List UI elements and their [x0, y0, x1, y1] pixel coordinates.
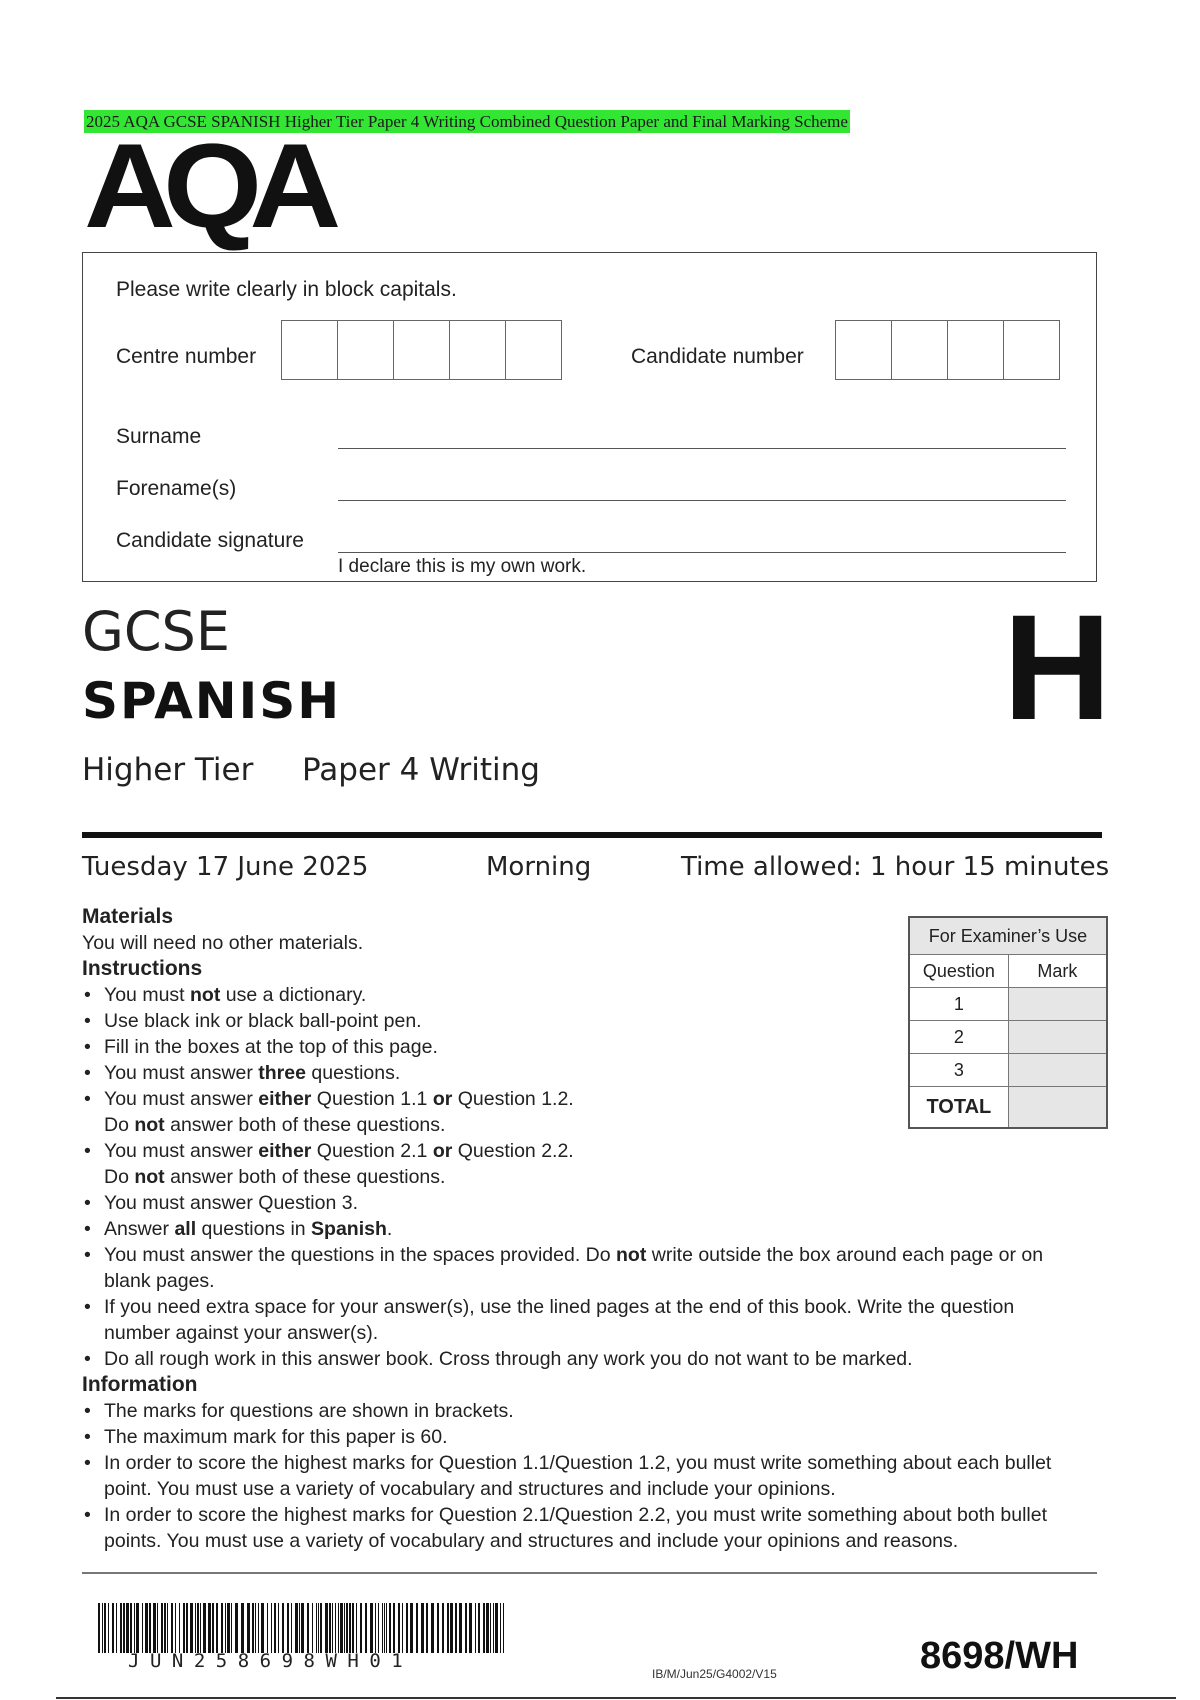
barcode-bar: [344, 1603, 345, 1653]
barcode-bar: [365, 1603, 367, 1653]
barcode-bar: [126, 1603, 129, 1653]
question-number: 3: [909, 1054, 1008, 1087]
barcode-bar: [291, 1603, 292, 1653]
barcode-bar: [255, 1603, 256, 1653]
barcode-bar: [164, 1603, 166, 1653]
barcode-bar: [120, 1603, 122, 1653]
barcode-bar: [208, 1603, 211, 1653]
materials-heading: Materials: [82, 905, 174, 928]
barcode-bar: [402, 1603, 403, 1653]
list-item: • In order to score the highest marks for Question 2.1/Question 2.2, you must write something about both bullet points. You must use a variety of vocabulary and structures and include your opinions and reasons.: [82, 1502, 1082, 1554]
surname-line[interactable]: [338, 448, 1066, 449]
mark-cell: [1008, 988, 1107, 1021]
barcode-bar: [183, 1603, 185, 1653]
centre-digit-box[interactable]: [282, 321, 338, 379]
list-item: • You must answer three questions.: [82, 1060, 1082, 1086]
barcode-bar: [450, 1603, 453, 1653]
barcode-bar: [149, 1603, 151, 1653]
list-item: • You must answer either Question 2.1 or Question 2.2. Do not answer both of these questions.: [82, 1138, 1082, 1190]
barcode-bar: [352, 1603, 354, 1653]
centre-number-label: Centre number: [116, 345, 257, 368]
barcode-bar: [108, 1603, 109, 1653]
barcode-bar: [340, 1603, 343, 1653]
barcode-bar: [360, 1603, 362, 1653]
question-number: 2: [909, 1021, 1008, 1054]
barcode-bar: [312, 1603, 313, 1653]
declaration-text: I declare this is my own work.: [338, 556, 587, 577]
time-allowed: Time allowed: 1 hour 15 minutes: [681, 852, 1110, 882]
barcode-bar: [493, 1603, 494, 1653]
candidate-digit-box[interactable]: [1004, 321, 1059, 379]
barcode-bar: [370, 1603, 373, 1653]
barcode-bar: [478, 1603, 480, 1653]
signature-label: Candidate signature: [116, 529, 304, 552]
barcode-bar: [384, 1603, 385, 1653]
barcode-bar: [200, 1603, 201, 1653]
barcode-bar: [299, 1603, 300, 1653]
barcode-bar: [486, 1603, 489, 1653]
barcode-bar: [349, 1603, 351, 1653]
subject-title: SPANISH: [82, 672, 342, 730]
barcode-bar: [335, 1603, 336, 1653]
barcode-bar: [225, 1603, 226, 1653]
header-divider: [82, 832, 1102, 838]
list-item: • You must answer either Question 1.1 or Question 1.2. Do not answer both of these questions.: [82, 1086, 1082, 1138]
barcode-bar: [469, 1603, 472, 1653]
barcode-bar: [157, 1603, 158, 1653]
barcode-bar: [375, 1603, 376, 1653]
list-item: • You must answer Question 3.: [82, 1190, 1082, 1216]
barcode-bar: [112, 1603, 114, 1653]
list-item: • The maximum mark for this paper is 60.: [82, 1424, 1082, 1450]
materials-text: You will need no other materials.: [82, 932, 364, 954]
barcode-bar: [258, 1603, 259, 1653]
barcode-bar: [134, 1603, 135, 1653]
barcode-bar: [406, 1603, 408, 1653]
barcode-bar: [252, 1603, 254, 1653]
candidate-digit-box[interactable]: [892, 321, 948, 379]
barcode-bar: [145, 1603, 148, 1653]
forename-label: Forename(s): [116, 477, 237, 500]
candidate-number-label: Candidate number: [631, 345, 804, 368]
barcode-bar: [490, 1603, 491, 1653]
total-mark-cell: [1008, 1087, 1107, 1129]
barcode-bar: [271, 1603, 272, 1653]
barcode-text: JUN258698WH01: [128, 1650, 414, 1672]
barcode-bar: [386, 1603, 387, 1653]
list-item: • If you need extra space for your answer(s), use the lined pages at the end of this book. Write the question number against your answer(s).: [82, 1294, 1082, 1346]
barcode-bar: [102, 1603, 103, 1653]
examiner-table-title: For Examiner’s Use: [909, 917, 1107, 955]
exam-session: Morning: [486, 852, 592, 882]
barcode-bar: [426, 1603, 428, 1653]
barcode-bar: [393, 1603, 395, 1653]
document-title-banner: 2025 AQA GCSE SPANISH Higher Tier Paper 4 Writing Combined Question Paper and Final Marking Scheme: [86, 112, 848, 131]
footer-divider: [82, 1572, 1097, 1574]
barcode-bar: [130, 1603, 132, 1653]
barcode-bar: [274, 1603, 276, 1653]
barcode-bar: [483, 1603, 485, 1653]
barcode-bar: [195, 1603, 196, 1653]
question-number: 1: [909, 988, 1008, 1021]
barcode-bar: [190, 1603, 193, 1653]
barcode-bar: [153, 1603, 156, 1653]
barcode-bar: [179, 1603, 180, 1653]
barcode-bar: [503, 1603, 504, 1653]
barcode-bar: [320, 1603, 322, 1653]
candidate-number-boxes[interactable]: [835, 320, 1060, 380]
list-item: • You must not use a dictionary.: [82, 982, 1082, 1008]
document-reference: IB/M/Jun25/G4002/V15: [652, 1667, 777, 1681]
barcode-bar: [221, 1603, 223, 1653]
barcode-bar: [346, 1603, 348, 1653]
barcode-bar: [416, 1603, 418, 1653]
centre-number-boxes[interactable]: [281, 320, 562, 380]
barcode-bar: [398, 1603, 400, 1653]
barcode-bar: [301, 1603, 304, 1653]
barcode-bar: [378, 1603, 379, 1653]
barcode-bar: [421, 1603, 424, 1653]
mark-cell: [1008, 1021, 1107, 1054]
barcode-bar: [318, 1603, 319, 1653]
barcode-bar: [410, 1603, 413, 1653]
information-heading: Information: [82, 1373, 198, 1396]
table-row: [909, 1021, 1107, 1054]
forename-line[interactable]: [338, 500, 1066, 501]
barcode-bar: [197, 1603, 199, 1653]
barcode-bar: [278, 1603, 279, 1653]
barcode-bar: [325, 1603, 328, 1653]
barcode-bar: [227, 1603, 230, 1653]
barcode-bar: [267, 1603, 268, 1653]
barcode-bar: [98, 1603, 100, 1653]
candidate-digit-box[interactable]: [836, 321, 892, 379]
examiner-use-table: [908, 916, 1108, 1129]
block-capitals-prompt: Please write clearly in block capitals.: [116, 278, 457, 301]
barcode-bar: [241, 1603, 244, 1653]
barcode-bar: [104, 1603, 106, 1653]
barcode-bar: [437, 1603, 439, 1653]
barcode-bar: [500, 1603, 501, 1653]
barcode-bar: [212, 1603, 214, 1653]
mark-cell: [1008, 1054, 1107, 1087]
table-row: [909, 988, 1107, 1021]
list-item: • The marks for questions are shown in brackets.: [82, 1398, 1082, 1424]
paper-code: 8698/WH: [920, 1635, 1079, 1677]
centre-digit-box[interactable]: [506, 321, 561, 379]
barcode-bar: [167, 1603, 168, 1653]
exam-date: Tuesday 17 June 2025: [82, 852, 369, 882]
barcode-bar: [203, 1603, 206, 1653]
barcode-bar: [465, 1603, 467, 1653]
barcode-bar: [389, 1603, 391, 1653]
barcode-bar: [171, 1603, 173, 1653]
barcode-bar: [175, 1603, 176, 1653]
question-column-header: Question: [909, 955, 1008, 988]
signature-line[interactable]: [338, 552, 1066, 553]
barcode-bar: [329, 1603, 331, 1653]
barcode-bar: [442, 1603, 444, 1653]
table-row: [909, 1087, 1107, 1129]
tier-label: Higher Tier: [82, 752, 254, 788]
barcode-bar: [216, 1603, 218, 1653]
barcode-bar: [459, 1603, 462, 1653]
paper-label: Paper 4 Writing: [302, 752, 540, 788]
centre-digit-box[interactable]: [394, 321, 450, 379]
list-item: • Fill in the boxes at the top of this page.: [82, 1034, 1082, 1060]
aqa-logo: AQA: [84, 119, 329, 253]
barcode-bar: [332, 1603, 333, 1653]
barcode-bar: [161, 1603, 163, 1653]
barcode-bar: [295, 1603, 298, 1653]
qualification-title: GCSE: [82, 600, 230, 663]
barcode-bar: [235, 1603, 238, 1653]
barcode-bar: [382, 1603, 383, 1653]
barcode-bar: [142, 1603, 143, 1653]
barcode-bar: [261, 1603, 264, 1653]
candidate-digit-box[interactable]: [948, 321, 1004, 379]
list-item: • Do all rough work in this answer book. Cross through any work you do not want to be marked.: [82, 1346, 1082, 1372]
instructions-heading: Instructions: [82, 957, 203, 980]
tier-letter: H: [1003, 583, 1112, 751]
barcode-bar: [282, 1603, 284, 1653]
barcode-bar: [231, 1603, 232, 1653]
total-label: TOTAL: [909, 1087, 1008, 1129]
list-item: • In order to score the highest marks for Question 1.1/Question 1.2, you must write something about each bullet point. You must use a variety of vocabulary and structures and include your opinions.: [82, 1450, 1082, 1502]
centre-digit-box[interactable]: [450, 321, 506, 379]
list-item: • You must answer the questions in the spaces provided. Do not write outside the box around each page or on blank pages.: [82, 1242, 1082, 1294]
centre-digit-box[interactable]: [338, 321, 394, 379]
barcode-bar: [455, 1603, 457, 1653]
barcode-bar: [123, 1603, 125, 1653]
barcode-bar: [287, 1603, 289, 1653]
barcode-bar: [307, 1603, 309, 1653]
list-item: • Use black ink or black ball-point pen.: [82, 1008, 1082, 1034]
barcode-bar: [475, 1603, 476, 1653]
barcode-bar: [116, 1603, 117, 1653]
barcode-bar: [495, 1603, 498, 1653]
surname-label: Surname: [116, 425, 202, 448]
information-list: [82, 1398, 1082, 1554]
barcode-bar: [316, 1603, 317, 1653]
mark-column-header: Mark: [1008, 955, 1107, 988]
barcode-bar: [186, 1603, 188, 1653]
barcode-bar: [338, 1603, 339, 1653]
list-item: • Answer all questions in Spanish.: [82, 1216, 1082, 1242]
barcode-bar: [136, 1603, 139, 1653]
page-bottom-rule: [56, 1697, 1176, 1699]
table-row: [909, 1054, 1107, 1087]
barcode-bar: [247, 1603, 250, 1653]
barcode-bar: [356, 1603, 357, 1653]
barcode-bar: [431, 1603, 434, 1653]
barcode-bar: [447, 1603, 449, 1653]
barcode-icon: [98, 1603, 508, 1653]
